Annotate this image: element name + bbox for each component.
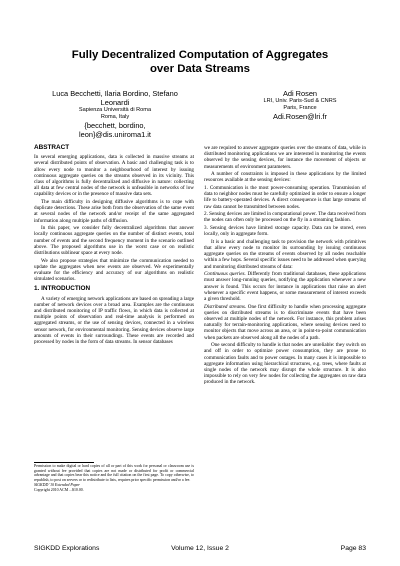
paper-title-line-2: over Data Streams [149, 63, 251, 75]
author-name: Adi Rosen [282, 89, 318, 98]
author-block-left [40, 89, 190, 139]
author-location: Paris, France [283, 105, 317, 111]
footer-volume: Volume 12, Issue 2 [171, 545, 229, 552]
paragraph-text: One first difficulty to handle when processing aggregate queries on distributed streams is to discriminate events that have been observed at multiple nodes of the network. For instance, this problem arises naturally for terrain-monitoring applications, where sensing devices need to monitor objects that move across an area, or in point-to-point communication when packets are observed along all the nodes of a path. [204, 303, 366, 341]
section-heading: 1. INTRODUCTION [34, 285, 91, 293]
author-email-cont: leon}@dis.uniroma1.it [78, 130, 151, 139]
copyright-notice [34, 464, 194, 492]
body-paragraph: A number of constraints is imposed in these applications by the limited resources available at the sensing devices: [204, 171, 366, 184]
body-paragraph: It is a basic and challenging task to provision the network with primitives that allow every node to monitor its surrounding by issuing continuous aggregate queries on the streams of events observed by all nodes reachable within a few hops. Several specific issues need to be addressed when querying and monitoring distributed streams of data: [204, 238, 366, 270]
author-location: Roma, Italy [100, 114, 130, 120]
body-paragraph: A variety of emerging network applications are based on spreading a large number of network devices over a broad area. Examples are the continuous and distributed monitoring of IP traffic flows, in which data is collected at multiple points of observation and real-time analysis is performed on aggregated streams, or the use of sensing devices, connected in a wireless sensor network, for environmental monitoring. Sensing devices observe large amounts of events in their surroundings. These events are recorded and processed by nodes in the form of data streams. In sensor databases [34, 295, 194, 346]
abstract-paragraph: In this paper, we consider fully decentralized algorithms that answer locally continuous aggregate queries on the number of distinct events, total number of events and the second frequency moment in the scenario outlined above. The proposed algorithms use in the worst case or on realistic distributions sublinear space at every node. [34, 225, 194, 257]
constraint-item: 1. Communication is the most power-consuming operation. Transmission of data to neighbor nodes must be carefully optimized in order to ensure a longer life to battery-operated devices. A direct consequence is that large streams of raw data cannot be transmitted between nodes. [204, 185, 366, 210]
abstract-paragraph: The main difficulty in designing diffusive algorithms is to cope with duplicate detections. These arise both from the observation of the same event at several nodes of the network and/or receipt of the same aggregated information along multiple paths of diffusion. [34, 199, 194, 224]
paper-title [0, 48, 400, 76]
abstract-paragraph: In several emerging applications, data is collected in massive streams at several distributed points of observation. A basic and challenging task is to allow every node to monitor a neighbourhood of interest by issuing continuous aggregate queries on the streams observed in its vicinity. This class of algorithms is fully decentralized and diffusive in nature: collecting all data at few central nodes of the network is unfeasible in networks of low capability devices or in the presence of massive data sets. [34, 154, 194, 198]
abstract-heading: ABSTRACT [34, 144, 70, 151]
constraint-item: 3. Sensing devices have limited storage capacity. Data can be stored, even locally, only in aggregate form. [204, 225, 366, 238]
right-column [204, 145, 366, 387]
footer-journal: SIGKDD Explorations [34, 545, 100, 552]
author-block-right [235, 89, 365, 121]
abstract-paragraph: We also propose strategies that minimize the communication needed to update the aggregates when new events are observed. We experimentally evaluate for the efficiency and accuracy of our algorithms on realistic simulated scenarios. [34, 257, 194, 283]
author-email: Adi.Rosen@lri.fr [273, 112, 327, 121]
footnote-rule [34, 462, 94, 463]
paragraph-lead: Distributed streams. [204, 303, 247, 310]
body-paragraph [204, 271, 366, 302]
body-paragraph: we are required to answer aggregate queries over the streams of data, while in distributed monitoring applications we are interested in monitoring the events observed by the sensing devices, for instance the movement of objects or measurements of environment parameters. [204, 145, 366, 170]
paper-title-line-1: Fully Decentralized Computation of Aggregates [71, 49, 329, 61]
author-affiliation: Sapienza Università di Roma [78, 107, 152, 113]
body-paragraph [204, 304, 366, 341]
venue-text: SIGKDD '10 Extended Paper [34, 482, 80, 487]
body-paragraph: One second difficulty to handle is that nodes are unreliable: they switch on and off in order to optimize power consumption, they are prone to communication faults and to power outages. In many cases it is impossible to aggregate information using hierarchical structures, e.g. trees, where faults at single nodes of the network may disrupt the whole structure. It is also impossible to rely on very few nodes for collecting the aggregates on raw data produced in the network. [204, 342, 366, 386]
author-names-cont: Leonardi [100, 98, 130, 107]
footer-page: Page 83 [340, 545, 366, 552]
paragraph-lead: Continuous queries. [204, 271, 246, 278]
constraint-item: 2. Sensing devices are limited in computational power. The data received from the nodes can often only be processed on the fly in a streaming fashion. [204, 211, 366, 224]
paragraph-text: Differently from traditional databases, these applications must answer long-running queries, notifying the application whenever a new answer is found. This occurs for instance in applications that raise an alert whenever a specific event happens, or some measurement of interest exceeds a given threshold. [204, 271, 366, 303]
author-affiliation: LRI, Univ. Paris-Sud & CNRS [263, 98, 337, 104]
author-email: {becchett, bordino, [84, 121, 146, 130]
left-column [34, 145, 194, 347]
copyright-text: Permission to make digital or hard copies of all or part of this work for personal or classroom use is granted without fee provided that copies are not made or distributed for profit or commercial advantage and that copies bear this notice and the full citation on the first page. To copy otherwise, to republish, to post on servers or to redistribute to lists, requires prior specific permission and/or a fee. [34, 464, 194, 483]
author-names: Luca Becchetti, Ilaria Bordino, Stefano [52, 89, 178, 98]
copyright-year: Copyright 2010 ACM ...$10.00. [34, 487, 84, 492]
